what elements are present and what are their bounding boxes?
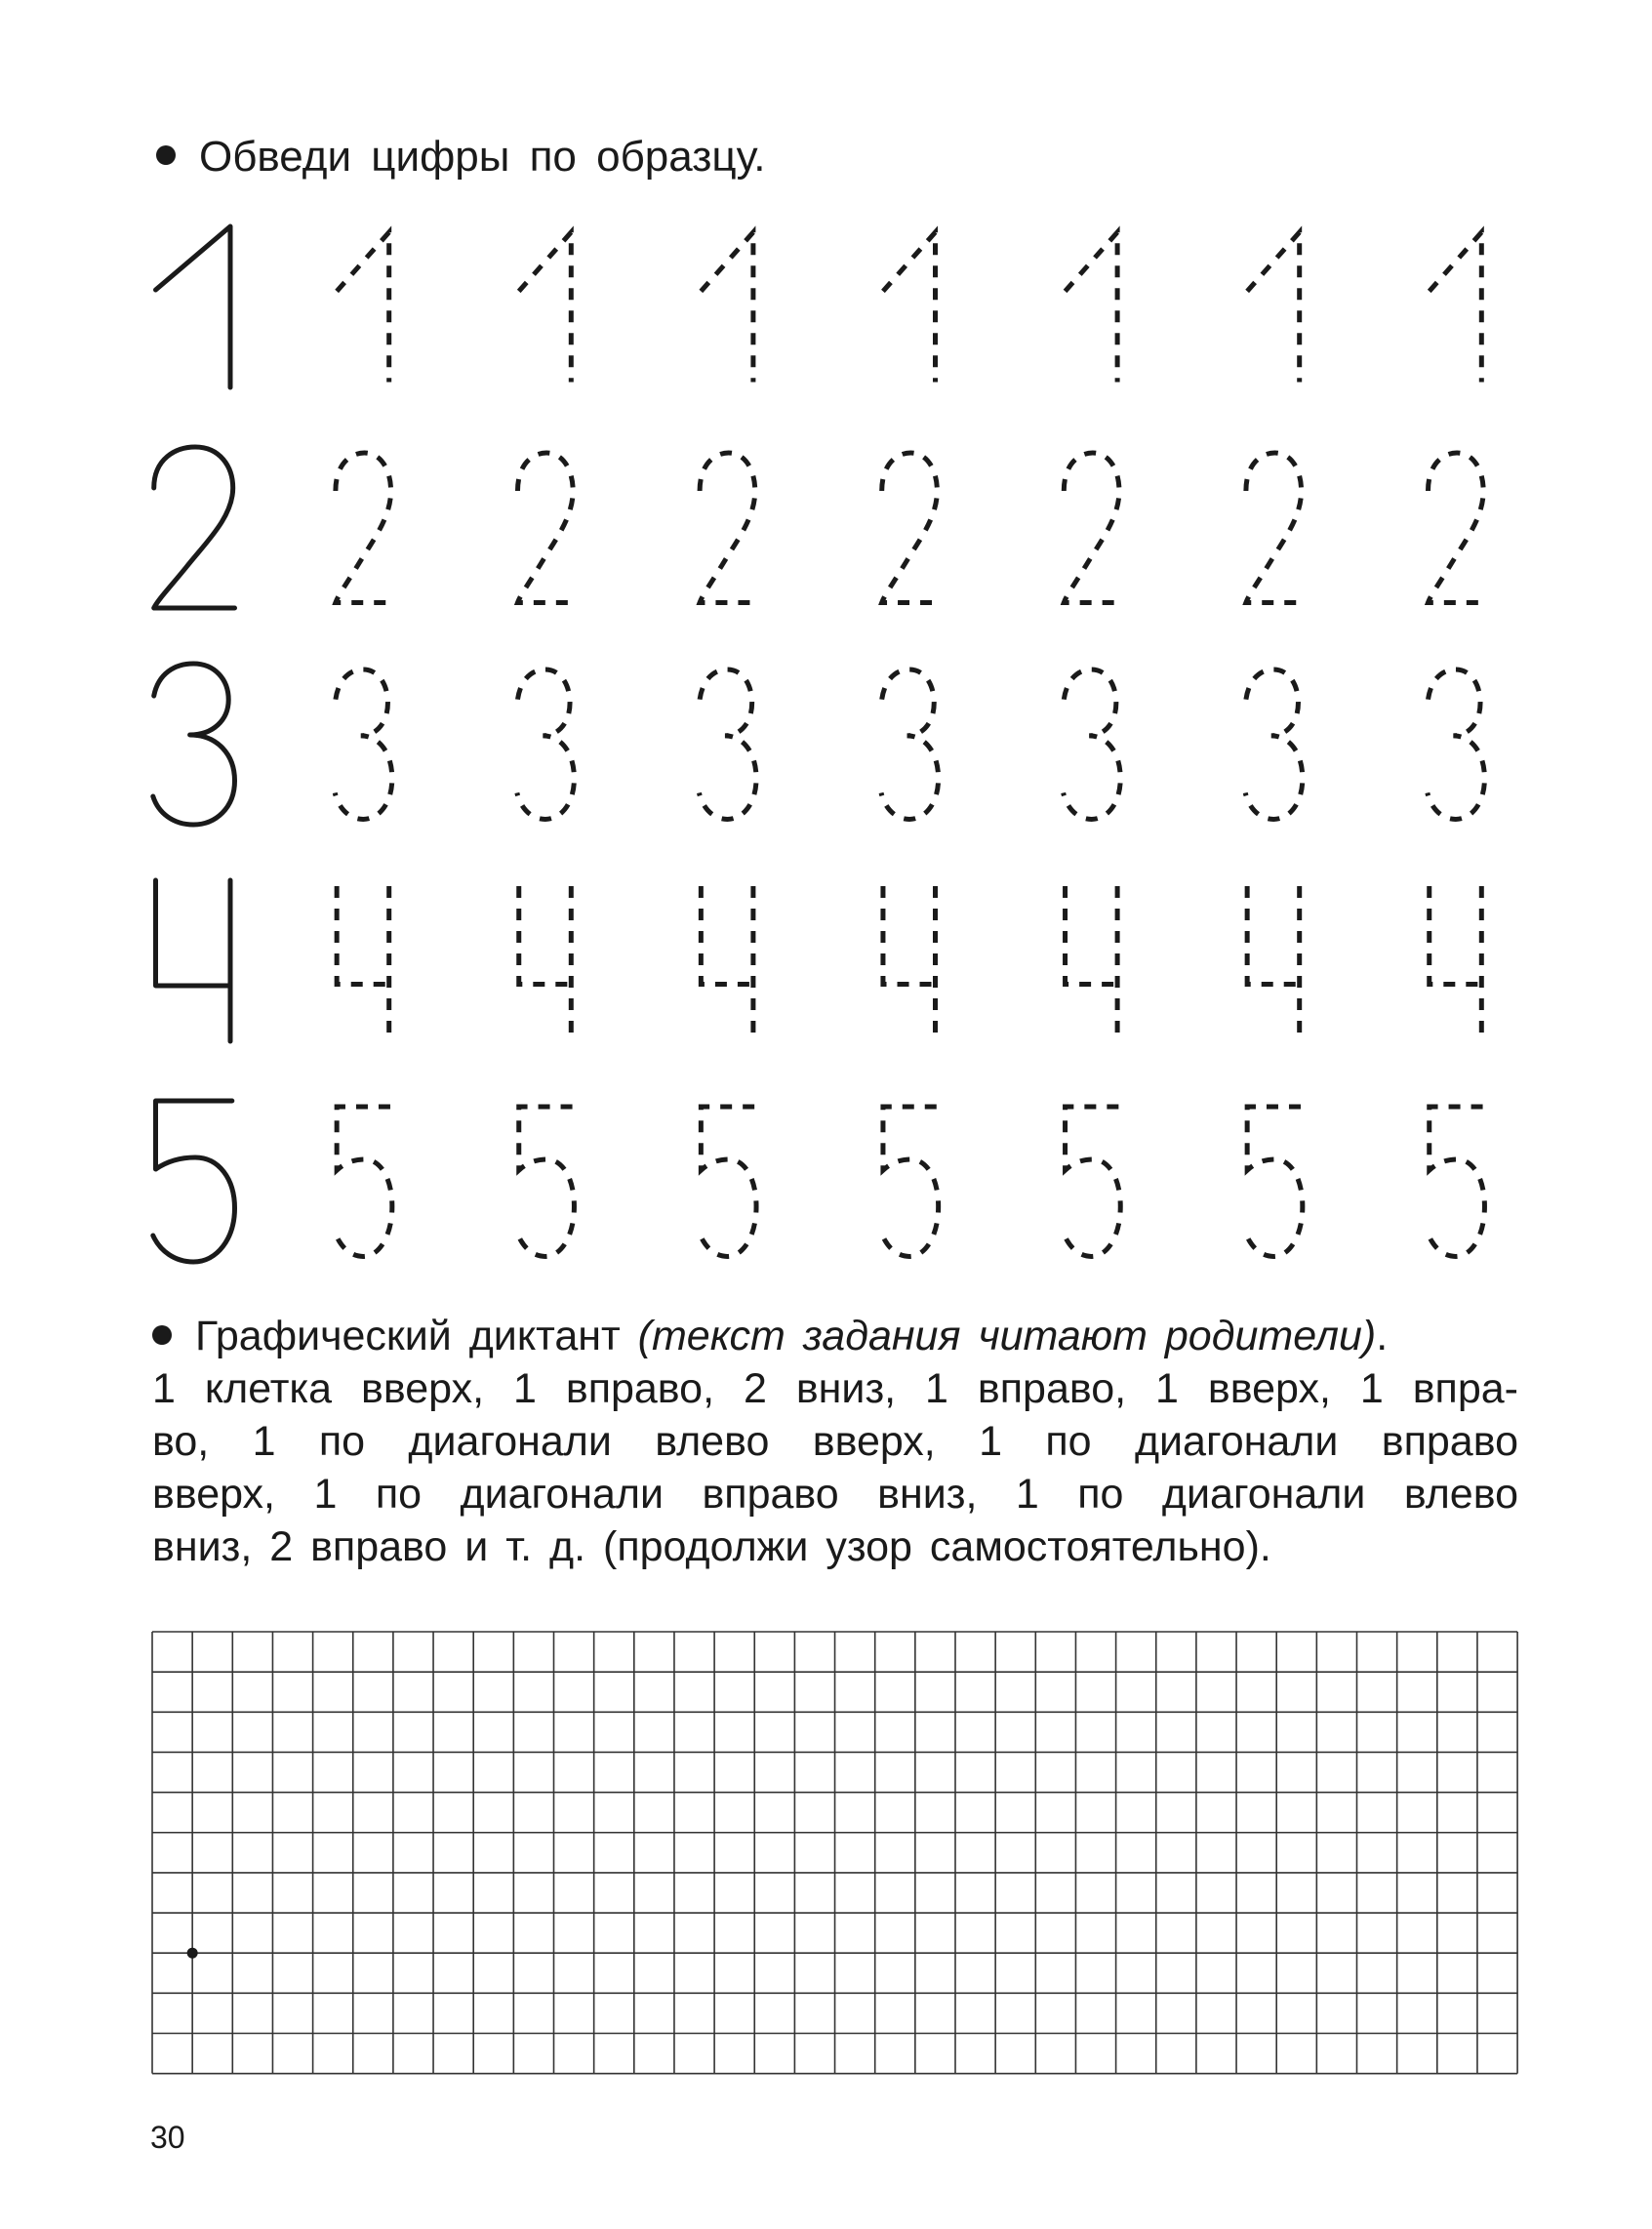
dashed-digit-4[interactable] <box>701 886 753 1035</box>
dashed-digit-5[interactable] <box>1245 1107 1303 1256</box>
dictation-line: вниз, 2 вправо и т. д. (продолжи узор самостоятельно). <box>152 1523 1271 1570</box>
start-point-dot <box>187 1948 198 1959</box>
digit-row-3 <box>153 664 1485 825</box>
digit-row-5 <box>153 1101 1485 1262</box>
dashed-digit-5[interactable] <box>699 1107 756 1256</box>
dictation-note: (текст задания читают родители) <box>637 1313 1377 1359</box>
dashed-digit-4[interactable] <box>1247 886 1300 1035</box>
dashed-digit-3[interactable] <box>699 669 756 819</box>
dashed-digit-1[interactable] <box>1066 232 1118 382</box>
sample-digit-3 <box>153 664 235 825</box>
dashed-digit-2[interactable] <box>882 453 939 602</box>
dashed-digit-2[interactable] <box>1064 453 1120 602</box>
dashed-digit-4[interactable] <box>1430 886 1482 1035</box>
digit-row-4 <box>156 880 1482 1041</box>
dashed-digit-3[interactable] <box>881 669 939 819</box>
grid-lines[interactable] <box>152 1632 1517 2074</box>
dictation-title: Графический диктант <box>195 1313 621 1359</box>
dashed-digit-1[interactable] <box>701 232 753 382</box>
sample-digit-2 <box>154 447 235 608</box>
bullet-icon <box>152 1325 172 1345</box>
dashed-digit-2[interactable] <box>700 453 756 602</box>
dictation-line: 1 клетка вверх, 1 вправо, 2 вниз, 1 вправо, 1 вверх, 1 впра- <box>152 1365 1518 1412</box>
page-number: 30 <box>150 2120 185 2155</box>
dashed-digit-1[interactable] <box>519 232 572 382</box>
sample-digit-5 <box>153 1101 235 1262</box>
dashed-digit-5[interactable] <box>881 1107 939 1256</box>
dashed-digit-2[interactable] <box>1428 453 1484 602</box>
dashed-digit-3[interactable] <box>1428 669 1485 819</box>
dictation-line: вверх, 1 по диагонали вправо вниз, 1 по диагонали влево <box>152 1471 1518 1518</box>
dashed-digit-3[interactable] <box>1064 669 1121 819</box>
dictation-title-end: . <box>1376 1313 1389 1359</box>
dictation-line: во, 1 по диагонали влево вверх, 1 по диагонали вправо <box>152 1418 1518 1465</box>
instruction-trace-text: Обведи цифры по образцу. <box>199 133 766 181</box>
dashed-digit-4[interactable] <box>519 886 572 1035</box>
dashed-digit-5[interactable] <box>1064 1107 1121 1256</box>
dashed-digit-1[interactable] <box>1430 232 1482 382</box>
dashed-digit-1[interactable] <box>1247 232 1300 382</box>
dashed-digit-1[interactable] <box>883 232 936 382</box>
dashed-digit-3[interactable] <box>1245 669 1303 819</box>
digit-row-2 <box>154 447 1485 608</box>
dashed-digit-2[interactable] <box>1246 453 1303 602</box>
dashed-digit-4[interactable] <box>337 886 389 1035</box>
sample-digit-1 <box>156 226 231 387</box>
dashed-digit-1[interactable] <box>337 232 389 382</box>
instruction-graphic-dictation <box>152 1310 1518 1573</box>
dashed-digit-2[interactable] <box>336 453 392 602</box>
sample-digit-4 <box>156 880 231 1041</box>
dashed-digit-4[interactable] <box>883 886 936 1035</box>
dashed-digit-4[interactable] <box>1066 886 1118 1035</box>
dashed-digit-3[interactable] <box>335 669 392 819</box>
dashed-digit-2[interactable] <box>517 453 574 602</box>
dashed-digit-5[interactable] <box>335 1107 392 1256</box>
dashed-digit-5[interactable] <box>517 1107 575 1256</box>
dashed-digit-5[interactable] <box>1428 1107 1485 1256</box>
digit-row-1 <box>156 226 1482 387</box>
dashed-digit-3[interactable] <box>517 669 575 819</box>
